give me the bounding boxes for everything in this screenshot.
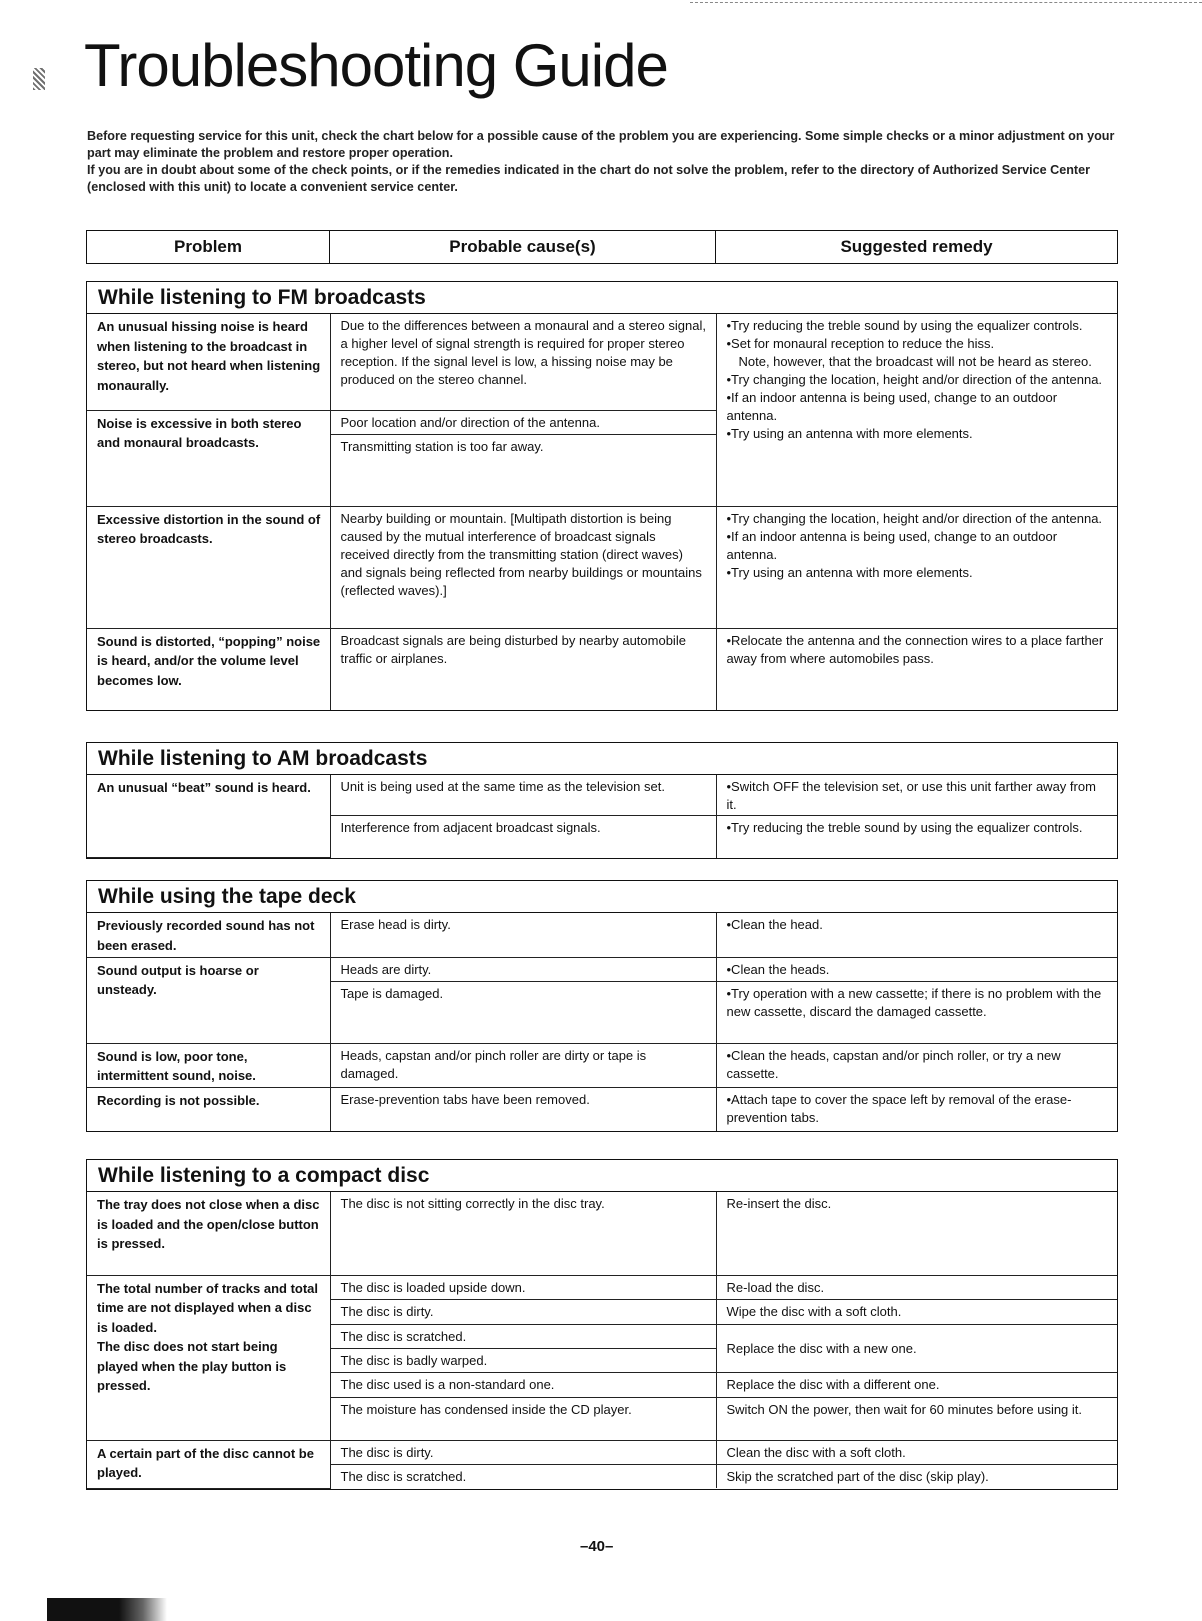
section-cd xyxy=(86,1159,1118,1490)
remedy-cell: Replace the disc with a new one. xyxy=(716,1324,1117,1372)
problem-text: The total number of tracks and total time are not displayed when a disc is loaded. xyxy=(97,1280,319,1335)
title-marker xyxy=(33,68,45,90)
table-row xyxy=(87,957,1117,981)
intro-paragraph-1: Before requesting service for this unit, check the chart below for a possible cause of the problem you are experiencing. Some simple checks or a minor adjustment on your part may eliminate the problem and restore proper operation. xyxy=(87,129,1115,160)
cause-cell: Interference from adjacent broadcast signals. xyxy=(330,816,716,858)
problem-cell: Sound is distorted, “popping” noise is heard, and/or the volume level becomes low. xyxy=(87,628,330,710)
problem-text: The disc does not start being played when the play button is pressed. xyxy=(97,1339,287,1393)
remedy-line: Note, however, that the broadcast will not be heard as stereo. xyxy=(738,354,1092,369)
table-row xyxy=(87,314,1117,410)
table-row xyxy=(87,1275,1117,1299)
remedy-cell: Wipe the disc with a soft cloth. xyxy=(716,1299,1117,1324)
cause-cell: Heads are dirty. xyxy=(330,957,716,981)
section-title-tape: While using the tape deck xyxy=(87,881,1117,913)
remedy-cell: •Relocate the antenna and the connection wires to a place farther away from where automobiles pass. xyxy=(716,628,1117,710)
remedy-cell: Re-load the disc. xyxy=(716,1275,1117,1299)
table-row xyxy=(87,1043,1117,1087)
cause-cell: The disc is loaded upside down. xyxy=(330,1275,716,1299)
table-row xyxy=(87,506,1117,628)
remedy-cell: Re-insert the disc. xyxy=(716,1192,1117,1275)
remedy-line: •Try reducing the treble sound by using the equalizer controls. xyxy=(726,318,1083,333)
problem-cell: Excessive distortion in the sound of stereo broadcasts. xyxy=(87,506,330,628)
section-title-am: While listening to AM broadcasts xyxy=(87,743,1117,775)
remedy-cell xyxy=(716,506,1117,628)
remedy-cell: •Clean the head. xyxy=(716,913,1117,957)
remedy-line: •If an indoor antenna is being used, change to an outdoor antenna. xyxy=(726,528,1058,562)
remedy-cell: •Attach tape to cover the space left by removal of the erase-prevention tabs. xyxy=(716,1087,1117,1131)
cause-cell: The disc used is a non-standard one. xyxy=(330,1372,716,1397)
remedy-cell: Skip the scratched part of the disc (skip play). xyxy=(716,1464,1117,1488)
intro-text xyxy=(87,128,1127,196)
tape-table xyxy=(87,913,1117,1131)
section-tape xyxy=(86,880,1118,1132)
remedy-cell xyxy=(716,314,1117,506)
intro-paragraph-2: If you are in doubt about some of the check points, or if the remedies indicated in the chart do not solve the problem, refer to the directory of Authorized Service Center (enclosed with this unit) to locate a convenient service center. xyxy=(87,163,1090,194)
table-row xyxy=(87,913,1117,957)
header-problem: Problem xyxy=(87,231,330,263)
scan-edge-mark xyxy=(47,1598,167,1621)
cause-cell: The moisture has condensed inside the CD player. xyxy=(330,1397,716,1440)
problem-cell: Noise is excessive in both stereo and monaural broadcasts. xyxy=(87,410,330,506)
header-remedy: Suggested remedy xyxy=(840,237,993,256)
section-fm xyxy=(86,281,1118,711)
cause-cell: The disc is dirty. xyxy=(330,1299,716,1324)
problem-cell: An unusual hissing noise is heard when listening to the broadcast in stereo, but not heard when listening monaurally. xyxy=(87,314,330,410)
cause-cell: Broadcast signals are being disturbed by nearby automobile traffic or airplanes. xyxy=(330,628,716,710)
problem-cell: Sound output is hoarse or unsteady. xyxy=(87,957,330,1043)
table-row xyxy=(87,1440,1117,1464)
top-rule xyxy=(690,2,1202,3)
table-row xyxy=(87,1192,1117,1275)
problem-cell: The tray does not close when a disc is loaded and the open/close button is pressed. xyxy=(87,1192,330,1275)
remedy-cell: •Clean the heads, capstan and/or pinch roller, or try a new cassette. xyxy=(716,1043,1117,1087)
header-cause: Probable cause(s) xyxy=(330,231,716,263)
cause-cell: The disc is scratched. xyxy=(330,1324,716,1348)
section-title-cd: While listening to a compact disc xyxy=(87,1160,1117,1192)
cause-cell: Poor location and/or direction of the antenna. xyxy=(330,410,716,434)
problem-cell: A certain part of the disc cannot be played. xyxy=(87,1440,330,1488)
problem-cell: Sound is low, poor tone, intermittent sound, noise. xyxy=(87,1043,330,1087)
cause-cell: Nearby building or mountain. [Multipath distortion is being caused by the mutual interference of broadcast signals received directly from the transmitting station (direct waves) and signals being reflected from nearby buildings or mountains (reflected waves).] xyxy=(330,506,716,628)
problem-cell: Recording is not possible. xyxy=(87,1087,330,1131)
cause-cell: Heads, capstan and/or pinch roller are dirty or tape is damaged. xyxy=(330,1043,716,1087)
remedy-cell: •Clean the heads. xyxy=(716,957,1117,981)
page-number: –40– xyxy=(580,1538,614,1555)
remedy-line: •Try changing the location, height and/or direction of the antenna. xyxy=(726,372,1103,387)
table-row xyxy=(87,1087,1117,1131)
remedy-cell: Replace the disc with a different one. xyxy=(716,1372,1117,1397)
cause-cell: Unit is being used at the same time as the television set. xyxy=(330,775,716,816)
cause-cell: Due to the differences between a monaural and a stereo signal, a higher level of signal strength is required for proper stereo reception. If the signal level is low, a hissing noise may be produced on the stereo channel. xyxy=(330,314,716,410)
cause-cell: Tape is damaged. xyxy=(330,981,716,1043)
table-row xyxy=(87,775,1117,816)
remedy-line: •Try changing the location, height and/or direction of the antenna. xyxy=(726,510,1103,526)
cause-cell: Erase head is dirty. xyxy=(330,913,716,957)
cause-cell: The disc is scratched. xyxy=(330,1464,716,1488)
section-am xyxy=(86,742,1118,859)
fm-table xyxy=(87,314,1117,710)
cd-table xyxy=(87,1192,1117,1489)
remedy-line: •If an indoor antenna is being used, change to an outdoor antenna. xyxy=(726,390,1058,423)
remedy-cell: •Try reducing the treble sound by using the equalizer controls. xyxy=(716,816,1117,858)
remedy-line: •Try using an antenna with more elements. xyxy=(726,564,973,580)
cause-cell: The disc is dirty. xyxy=(330,1440,716,1464)
cause-cell: The disc is not sitting correctly in the disc tray. xyxy=(330,1192,716,1275)
am-table xyxy=(87,775,1117,858)
remedy-line: •Set for monaural reception to reduce the hiss. xyxy=(726,336,995,351)
cause-cell: Erase-prevention tabs have been removed. xyxy=(330,1087,716,1131)
remedy-cell: Clean the disc with a soft cloth. xyxy=(716,1440,1117,1464)
section-title-fm: While listening to FM broadcasts xyxy=(87,282,1117,314)
problem-cell: Previously recorded sound has not been erased. xyxy=(87,913,330,957)
remedy-cell: •Switch OFF the television set, or use this unit farther away from it. xyxy=(716,775,1117,816)
problem-cell xyxy=(87,1275,330,1440)
problem-cell: An unusual “beat” sound is heard. xyxy=(87,775,330,858)
remedy-cell: Switch ON the power, then wait for 60 minutes before using it. xyxy=(716,1397,1117,1440)
remedy-cell: •Try operation with a new cassette; if there is no problem with the new cassette, discard the damaged cassette. xyxy=(716,981,1117,1043)
page-title: Troubleshooting Guide xyxy=(84,32,668,99)
table-header xyxy=(86,230,1118,264)
remedy-line: •Try using an antenna with more elements. xyxy=(726,426,973,441)
cause-cell: Transmitting station is too far away. xyxy=(330,434,716,506)
table-row xyxy=(87,628,1117,710)
cause-cell: The disc is badly warped. xyxy=(330,1348,716,1372)
